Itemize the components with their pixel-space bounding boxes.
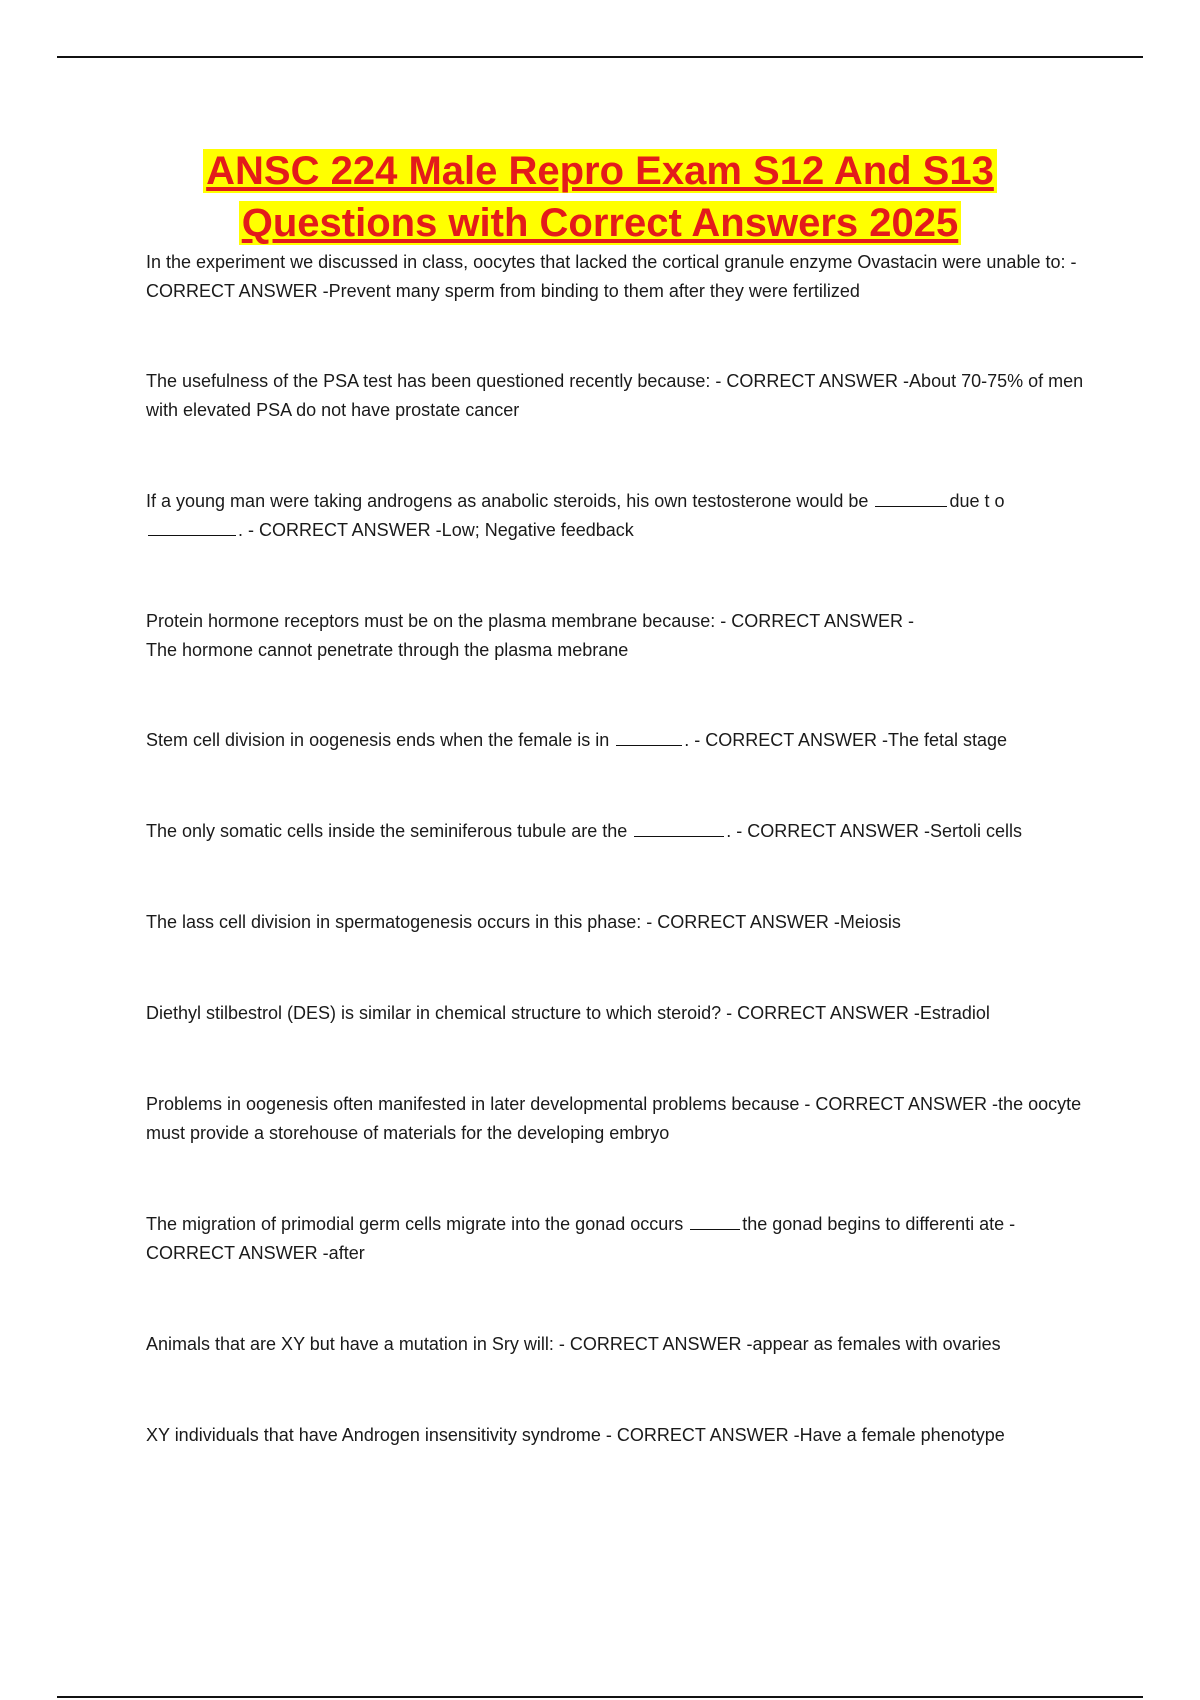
fill-blank bbox=[634, 818, 724, 837]
qa-item-10 bbox=[146, 1210, 1094, 1268]
qa-text: Problems in oogenesis often manifested in later developmental problems because - CORRECT ANSWER -the oocyte must provide a storehouse of materials for the developing embryo bbox=[146, 1094, 1082, 1143]
qa-text-post: the gonad begins to differenti ate - CORRECT ANSWER -after bbox=[146, 1214, 1016, 1263]
qa-item-1 bbox=[146, 248, 1094, 306]
fill-blank bbox=[148, 517, 236, 536]
fill-blank bbox=[875, 488, 947, 507]
qa-text: XY individuals that have Androgen insensitivity syndrome - CORRECT ANSWER -Have a female phenotype bbox=[146, 1425, 1005, 1445]
qa-text: The lass cell division in spermatogenesis occurs in this phase: - CORRECT ANSWER -Meiosis bbox=[146, 912, 901, 932]
top-rule bbox=[57, 56, 1143, 58]
qa-item-12 bbox=[146, 1421, 1094, 1450]
qa-item-4 bbox=[146, 607, 1094, 665]
qa-item-9 bbox=[146, 1090, 1094, 1148]
qa-item-3 bbox=[146, 487, 1094, 545]
qa-text: The only somatic cells inside the seminiferous tubule are the bbox=[146, 821, 628, 841]
qa-text: Animals that are XY but have a mutation in Sry will: - CORRECT ANSWER -appear as females with ovaries bbox=[146, 1334, 1001, 1354]
qa-item-2 bbox=[146, 367, 1094, 425]
fill-blank bbox=[616, 727, 682, 746]
qa-text-post: . - CORRECT ANSWER -The fetal stage bbox=[684, 730, 1008, 750]
qa-text-post: . - CORRECT ANSWER -Low; Negative feedback bbox=[238, 520, 634, 540]
qa-item-5 bbox=[146, 726, 1094, 755]
qa-item-7 bbox=[146, 908, 1094, 937]
title-line-1: ANSC 224 Male Repro Exam S12 And S13 bbox=[203, 149, 997, 193]
qa-text: In the experiment we discussed in class, oocytes that lacked the cortical granule enzyme Ovastacin were unable to: - CORRECT ANSWER -Prevent many sperm from binding to them after they were fertilized bbox=[146, 252, 1077, 301]
fill-blank bbox=[690, 1211, 740, 1230]
qa-text: If a young man were taking androgens as anabolic steroids, his own testosterone would be bbox=[146, 491, 869, 511]
qa-text-post: . - CORRECT ANSWER -Sertoli cells bbox=[726, 821, 1022, 841]
qa-text: Protein hormone receptors must be on the plasma membrane because: - CORRECT ANSWER - bbox=[146, 611, 914, 631]
qa-text: The migration of primodial germ cells migrate into the gonad occurs bbox=[146, 1214, 684, 1234]
qa-text: The usefulness of the PSA test has been questioned recently because: - CORRECT ANSWER -About 70-75% of men with elevated PSA do not have prostate cancer bbox=[146, 371, 1084, 420]
qa-text: Diethyl stilbestrol (DES) is similar in chemical structure to which steroid? - CORRECT ANSWER -Estradiol bbox=[146, 1003, 990, 1023]
title-line-2: Questions with Correct Answers 2025 bbox=[239, 201, 962, 245]
qa-item-8 bbox=[146, 999, 1094, 1028]
qa-item-11 bbox=[146, 1330, 1094, 1359]
qa-item-6 bbox=[146, 817, 1094, 846]
qa-text: Stem cell division in oogenesis ends when the female is in bbox=[146, 730, 610, 750]
qa-text-line2: The hormone cannot penetrate through the plasma mebrane bbox=[146, 640, 629, 660]
page-title bbox=[0, 145, 1200, 249]
qa-text-mid: due t o bbox=[949, 491, 1005, 511]
bottom-rule bbox=[57, 1696, 1143, 1698]
